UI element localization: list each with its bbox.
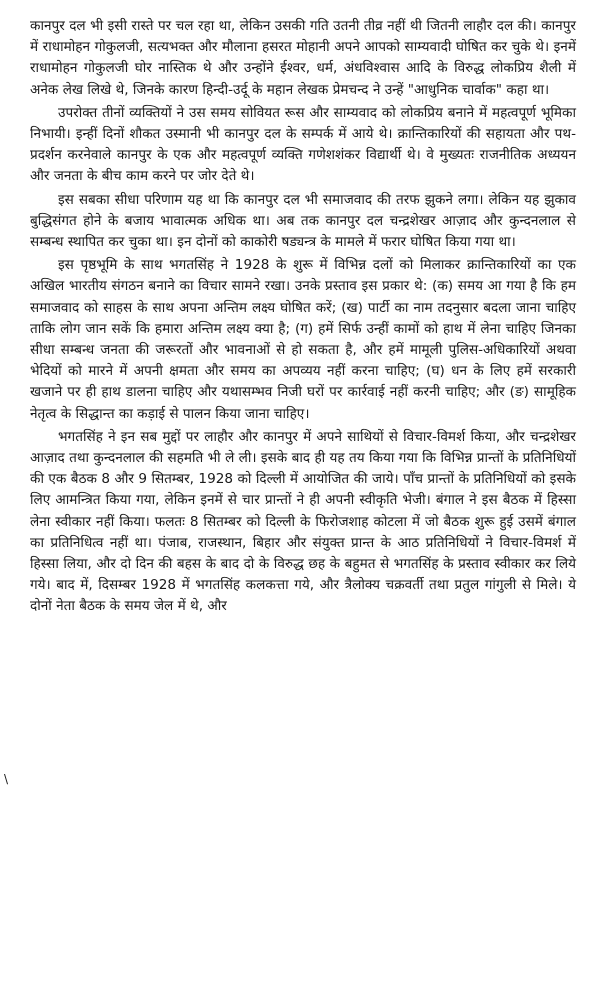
paragraph-bhagat-singh-proposal: इस पृष्ठभूमि के साथ भगतसिंह ने 1928 के शुरू में विभिन्न दलों को मिलाकर क्रान्तिकारियों का एक अखिल भारतीय संगठन बनाने का विचार सामने रखा। उनके प्रस्ताव इस प्रकार थे: (क) समय आ गया है कि हम समाजवाद को साहस के साथ अपना अन्तिम लक्ष्य घोषित करें; (ख) पार्टी का नाम तदनुसार बदला जाना चाहिए ताकि लोग जान सकें कि हमारा अन्तिम लक्ष्य क्या है; (ग) हमें सिर्फ उन्हीं कामों को हाथ में लेना चाहिए जिनका सीधा सम्बन्ध जनता की जरूरतों और भावनाओं से हो सकता है, और हमें मामूली पुलिस-अधिकारियों अथवा भेदियों को मारने में अपनी क्षमता और समय का अपव्यय नहीं करना चाहिए; (घ) धन के लिए हमें सरकारी खजाने पर ही हाथ डालना चाहिए और यथासम्भव निजी घरों पर कार्रवाई नहीं करनी चाहिए; और (ङ) सामूहिक नेतृत्व के सिद्धान्त का कड़ाई से पालन किया जाना चाहिए। [30,257,576,422]
margin-mark: \ [4,772,9,786]
paragraph-delhi-meeting: भगतसिंह ने इन सब मुद्दों पर लाहौर और कानपुर में अपने साथियों से विचार-विमर्श किया, और चन्द्रशेखर आज़ाद तथा कुन्दनलाल की सहमति भी ले ली। इसके बाद ही यह तय किया गया कि विभिन्न प्रान्तों के प्रतिनिधियों की एक बैठक 8 और 9 सितम्बर, 1928 को दिल्ली में आयोजित की जाये। पाँच प्रान्तों के प्रतिनिधियों को इसके लिए आमन्त्रित किया गया, लेकिन इनमें से चार प्रान्तों ने ही अपनी स्वीकृति भेजी। बंगाल ने इस बैठक में हिस्सा लेना स्वीकार नहीं किया। फलतः 8 सितम्बर को दिल्ली के फिरोजशाह कोटला में जो बैठक शुरू हुई उसमें बंगाल का प्रतिनिधित्व नहीं था। पंजाब, राजस्थान, बिहार और संयुक्त प्रान्त के आठ प्रतिनिधियों ने विचार-विमर्श में हिस्सा लिया, और दो दिन की बहस के बाद दो के विरुद्ध छह के बहुमत से भगतसिंह के प्रस्ताव स्वीकार कर लिये गये। बाद में, दिसम्बर 1928 में भगतसिंह कलकत्ता गये, और त्रैलोक्य चक्रवर्ती तथा प्रतुल गांगुली से मिले। ये दोनों नेता बैठक के समय जेल में थे, और [30,428,576,615]
paragraph-kanpur-party: कानपुर दल भी इसी रास्ते पर चल रहा था, लेकिन उसकी गति उतनी तीव्र नहीं थी जितनी लाहौर दल की। कानपुर में राधामोहन गोकुलजी, सत्यभक्त और मौलाना हसरत मोहानी अपने आपको साम्यवादी घोषित कर चुके थे। इनमें राधामोहन गोकुलजी घोर नास्तिक थे और उन्होंने ईश्वर, धर्म, अंधविश्वास आदि के विरुद्ध लोकप्रिय शैली में अनेक लेख लिखे थे, जिनके कारण हिन्दी-उर्दू के महान लेखक प्रेमचन्द ने उन्हें "आधुनिक चार्वाक" कहा था। [30,18,576,98]
paragraph-socialism-shift: इस सबका सीधा परिणाम यह था कि कानपुर दल भी समाजवाद की तरफ झुकने लगा। लेकिन यह झुकाव बुद्धिसंगत होने के बजाय भावात्मक अधिक था। अब तक कानपुर दल चन्द्रशेखर आज़ाद और कुन्दनलाल से सम्बन्ध स्थापित कर चुका था। इन दोनों को काकोरी षड्यन्त्र के मामले में फरार घोषित किया गया था। [30,191,576,251]
paragraph-three-persons: उपरोक्त तीनों व्यक्तियों ने उस समय सोवियत रूस और साम्यवाद को लोकप्रिय बनाने में महत्वपूर्ण भूमिका निभायी। इन्हीं दिनों शौकत उस्मानी भी कानपुर दल के सम्पर्क में आये थे। क्रान्तिकारियों की सहायता और पथ-प्रदर्शन करनेवाले कानपुर के एक और महत्वपूर्ण व्यक्ति गणेशशंकर विद्यार्थी थे। वे मुख्यतः राजनीतिक अध्ययन और जनता के बीच काम करने पर जोर देते थे। [30,104,576,185]
